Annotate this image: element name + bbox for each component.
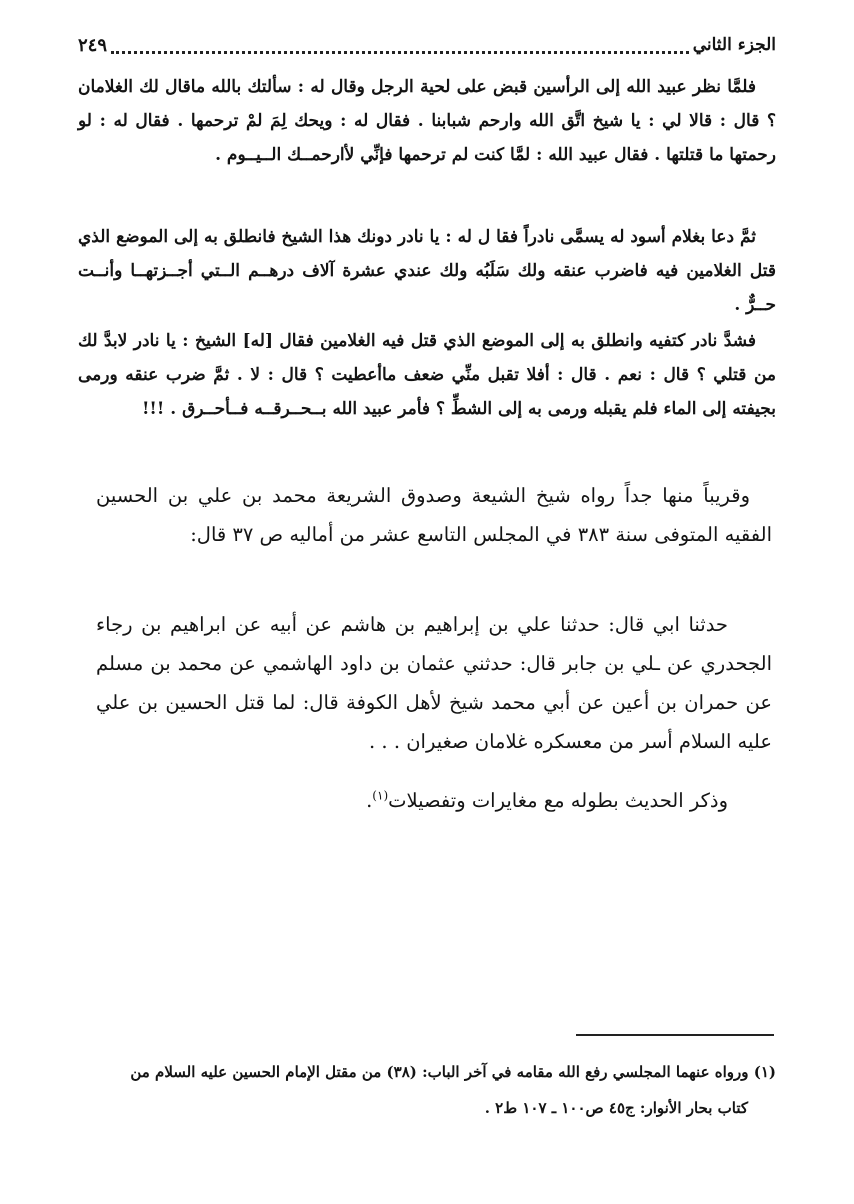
- footnote-reference[interactable]: (١): [372, 788, 389, 803]
- header-dot-leader: [111, 51, 689, 54]
- body-paragraph-2: حدثنا ابي قال: حدثنا علي بن إبراهيم بن هاشم عن أبيه عن ابراهيم بن رجاء الجحدري عن ـلي بن جابر قال: حدثني عثمان بن داود الهاشمي عن محمد بن مسلم عن حمران بن أعين عن أبي محمد شيخ لأهل الكوفة قال: لما قتل الحسين بن علي عليه السلام أسر من معسكره غلامان صغيران . . .: [96, 613, 772, 753]
- quoted-paragraph-2: ثمَّ دعا بغلام أسود له يسمَّى نادراً فقا ل له : يا نادر دونك هذا الشيخ فانطلق به إلى الموضع الذي قتل الغلامين فيه فاضرب عنقه ولك سَلَبُه ولك عندي عشرة آلاف درهــم الــتي أجــزتهــا وأنــت حــرٌّ .: [78, 227, 776, 315]
- running-header: [78, 30, 776, 60]
- quoted-paragraph-1: فلمَّا نظر عبيد الله إلى الرأسين قبض على لحية الرجل وقال له : سألتك بالله ماقال لك الغلامان ؟ قال : قالا لي : يا شيخ اتَّق الله وارحم شبابنا . فقال له : ويحك لِمَ لمْ ترحمها . فقال له : لو رحمتها ما قتلتها . فقال عبيد الله : لمَّا كنت لم ترحمها فإنِّي لأارحمــك الــيــوم .: [78, 77, 776, 165]
- footnote: [72, 1054, 776, 1126]
- footnote-line-1: (١) ورواه عنهما المجلسي رفع الله مقامه في آخر الباب: (٣٨) من مقتل الإمام الحسين عليه السلام من: [130, 1063, 776, 1081]
- footnote-line-2: كتاب بحار الأنوار: ج٤٥ ص١٠٠ ـ ١٠٧ ط٢ .: [484, 1099, 748, 1117]
- page-number: ٢٤٩: [78, 34, 108, 56]
- header-title: الجزء الثاني: [692, 35, 776, 55]
- body-paragraph-3-text: وذكر الحديث بطوله مع مغايرات وتفصيلات: [388, 789, 728, 812]
- body-paragraph-3-end: .: [366, 789, 373, 812]
- quoted-paragraph-3: فشدَّ نادر كتفيه وانطلق به إلى الموضع الذي قتل فيه الغلامين فقال [له] الشيخ : يا نادر لابدَّ لك من قتلي ؟ قال : نعم . قال : أفلا تقبل منِّي ضعف ماأعطيت ؟ قال : لا . ثمَّ ضرب عنقه ورمى بجيفته إلى الماء فلم يقبله ورمى به إلى الشطِّ ؟ فأمر عبيد الله بــحــرقــه فــأحــرق . !!!: [78, 331, 776, 419]
- body-paragraph-1: وقريباً منها جداً رواه شيخ الشيعة وصدوق الشريعة محمد بن علي بن الحسين الفقيه المتوفى سنة ٣٨٣ في المجلس التاسع عشر من أماليه ص ٣٧ قال:: [96, 484, 772, 546]
- body-paragraph-3: [96, 781, 772, 820]
- footnote-separator: [576, 1034, 774, 1036]
